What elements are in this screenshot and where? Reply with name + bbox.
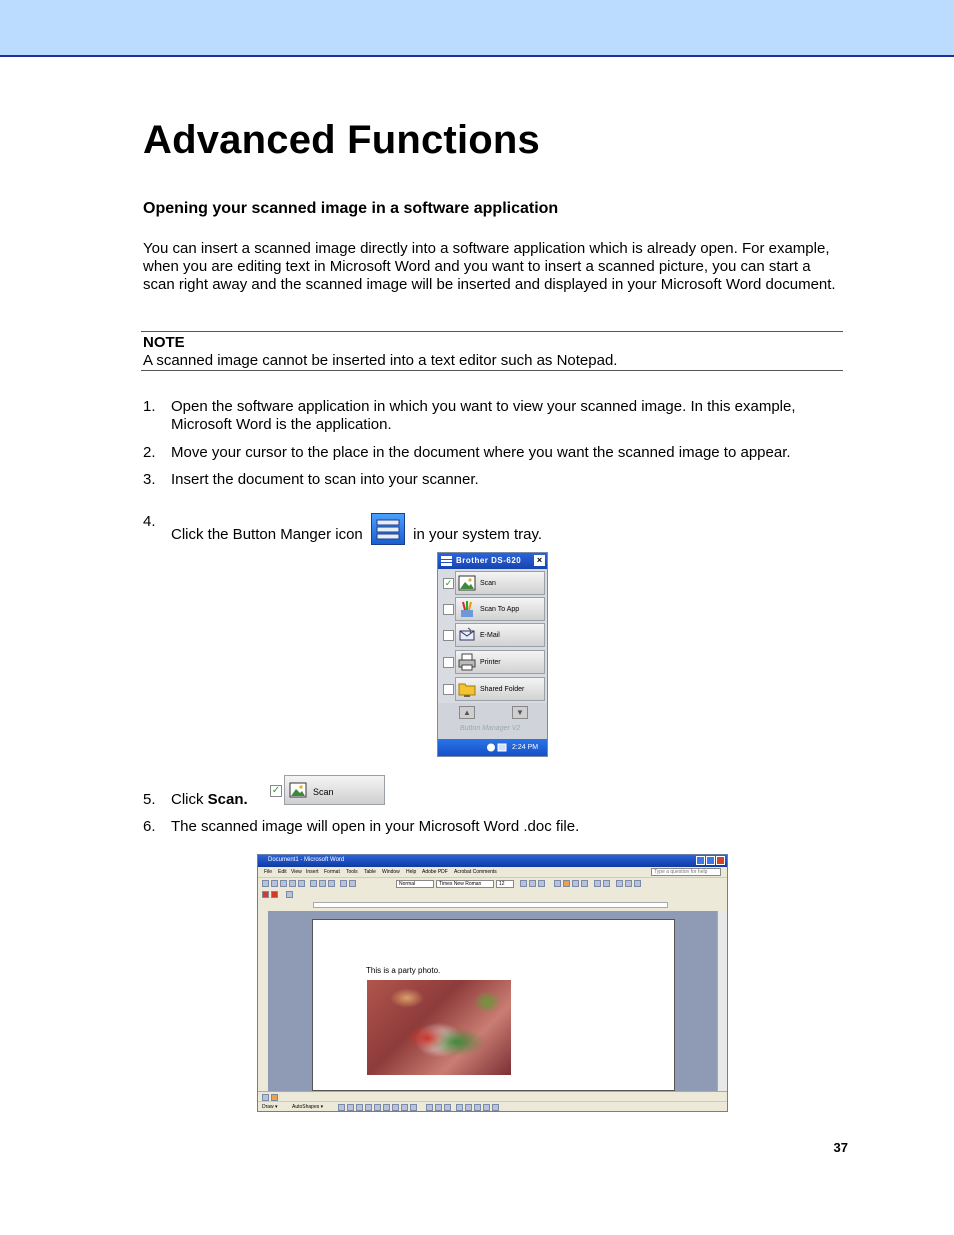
3d-icon[interactable] (492, 1104, 499, 1111)
step-text: Open the software application in which you want to view your scanned image. In this example, Microsoft Word is the application. (171, 398, 796, 433)
align-center-icon[interactable] (563, 880, 570, 887)
checkbox-email[interactable] (443, 630, 454, 641)
new-doc-icon[interactable] (262, 880, 269, 887)
align-right-icon[interactable] (572, 880, 579, 887)
highlight-icon[interactable] (625, 880, 632, 887)
paint-brush-icon (458, 600, 476, 618)
menu-edit[interactable]: Edit (278, 869, 287, 875)
step-text-after: in your system tray. (413, 526, 543, 543)
pdf-icon[interactable] (262, 891, 269, 898)
align-left-icon[interactable] (554, 880, 561, 887)
scan-button[interactable] (284, 775, 385, 805)
save-icon[interactable] (280, 880, 287, 887)
rectangle-icon[interactable] (356, 1104, 363, 1111)
menu-tools[interactable]: Tools (346, 869, 358, 875)
intro-paragraph: You can insert a scanned image directly into a software application which is already open. For example, when you are editing text in Microsoft Word and you want to insert a scanned picture, you can start a scan right away and the scanned image will be inserted and displayed in your Microsoft Word document. (143, 240, 836, 293)
menu-table[interactable]: Table (364, 869, 376, 875)
line-color-icon[interactable] (435, 1104, 442, 1111)
step-text (171, 513, 843, 545)
horizontal-ruler (258, 899, 727, 911)
border-icon[interactable] (616, 880, 623, 887)
bm-row-scan (438, 570, 547, 596)
autoshapes-menu[interactable]: AutoShapes ▾ (292, 1104, 324, 1110)
numbering-icon[interactable] (594, 880, 601, 887)
vertical-ruler (258, 911, 268, 1091)
menu-insert[interactable]: Insert (306, 869, 319, 875)
button-manager-panel (437, 552, 548, 757)
step-number: 2. (143, 444, 156, 461)
document-area (268, 911, 718, 1091)
style-select[interactable]: Normal (396, 880, 434, 888)
menu-window[interactable]: Window (382, 869, 400, 875)
document-text: This is a party photo. (366, 966, 441, 975)
note-title: NOTE (143, 334, 185, 351)
menu-adobe-pdf[interactable]: Adobe PDF (422, 869, 448, 875)
scan-label: Scan (313, 787, 334, 797)
image-icon (458, 574, 476, 592)
checkbox-scan-to-app[interactable] (443, 604, 454, 615)
step-text-before: Click (171, 791, 204, 808)
document-page[interactable] (312, 919, 675, 1091)
menu-file[interactable]: File (264, 869, 273, 875)
shared-folder-button[interactable] (455, 677, 545, 701)
button-manager-title: Brother DS-620 (456, 556, 522, 565)
note-text: A scanned image cannot be inserted into a text editor such as Notepad. (143, 352, 618, 369)
underline-icon[interactable] (538, 880, 545, 887)
shared-folder-label: Shared Folder (480, 686, 525, 693)
textbox-icon[interactable] (374, 1104, 381, 1111)
page-title: Advanced Functions (143, 118, 540, 162)
printer-icon (458, 653, 476, 671)
section-heading: Opening your scanned image in a software application (143, 200, 559, 217)
step-number: 6. (143, 818, 156, 835)
bm-row-printer (438, 649, 547, 675)
bm-row-shared-folder (438, 676, 547, 702)
drawing-toolbar (258, 1101, 727, 1112)
arrow-icon[interactable] (347, 1104, 354, 1111)
minimize-icon[interactable] (696, 856, 705, 865)
draw-menu[interactable]: Draw ▾ (262, 1104, 278, 1110)
menu-view[interactable]: View (291, 869, 302, 875)
word-title: Document1 - Microsoft Word (268, 857, 345, 863)
bm-row-scan-to-app (438, 596, 547, 622)
header-band (0, 0, 954, 57)
font-select[interactable]: Times New Roman (436, 880, 494, 888)
bullets-icon[interactable] (603, 880, 610, 887)
undo-icon[interactable] (340, 880, 347, 887)
window-controls (695, 856, 725, 867)
scan-to-app-button[interactable] (455, 597, 545, 621)
party-photo[interactable] (367, 980, 511, 1075)
pdf-email-icon[interactable] (271, 891, 278, 898)
step-number: 5. (143, 791, 156, 808)
diagram-icon[interactable] (392, 1104, 399, 1111)
tray-icons[interactable] (486, 742, 508, 753)
printer-label: Printer (480, 659, 501, 666)
printer-button[interactable] (455, 650, 545, 674)
note-box (141, 331, 843, 371)
scan-label: Scan (480, 580, 496, 587)
scan-button[interactable] (455, 571, 545, 595)
email-icon (458, 626, 476, 644)
scan-to-app-label: Scan To App (480, 606, 520, 613)
open-icon[interactable] (271, 880, 278, 887)
scroll-down-icon[interactable]: ▼ (512, 706, 528, 719)
preview-icon[interactable] (298, 880, 305, 887)
scroll-up-icon[interactable]: ▲ (459, 706, 475, 719)
step-text-before: Click the Button Manger icon (171, 526, 363, 543)
image-icon (289, 781, 307, 799)
help-search-input[interactable]: Type a question for help (651, 868, 721, 876)
font-color-icon[interactable] (634, 880, 641, 887)
picture-icon[interactable] (410, 1104, 417, 1111)
bm-row-email (438, 622, 547, 648)
close-icon[interactable]: × (534, 555, 545, 566)
step-number: 4. (143, 513, 156, 530)
step-text: The scanned image will open in your Microsoft Word .doc file. (171, 818, 580, 835)
folder-icon (458, 680, 476, 698)
step-text-bold: Scan. (207, 791, 248, 808)
word-pdf-toolbar (258, 889, 727, 899)
shadow-icon[interactable] (483, 1104, 490, 1111)
line-style-icon[interactable] (456, 1104, 463, 1111)
step-text: Move your cursor to the place in the document where you want the scanned image to appear. (171, 444, 791, 461)
step-number: 1. (143, 398, 156, 415)
step-text: Insert the document to scan into your scanner. (171, 471, 479, 488)
font-size-select[interactable]: 12 (496, 880, 514, 888)
system-tray (438, 739, 547, 756)
clipart-icon[interactable] (401, 1104, 408, 1111)
button-manager-icon (371, 513, 405, 545)
checkbox-shared-folder[interactable] (443, 684, 454, 695)
close-icon[interactable] (716, 856, 725, 865)
comment-icon[interactable] (286, 891, 293, 898)
scan-checkbox[interactable]: ✓ (271, 785, 281, 796)
dash-style-icon[interactable] (465, 1104, 472, 1111)
button-manager-footer (438, 703, 547, 739)
page-number: 37 (833, 1140, 848, 1155)
arrow-style-icon[interactable] (474, 1104, 481, 1111)
button-manager-titlebar (438, 553, 547, 569)
print-layout-icon[interactable] (271, 1094, 278, 1101)
email-button[interactable] (455, 623, 545, 647)
wordart-icon[interactable] (383, 1104, 390, 1111)
paste-icon[interactable] (328, 880, 335, 887)
step-number: 3. (143, 471, 156, 488)
menu-help[interactable]: Help (406, 869, 417, 875)
version-label: Button Manager V2 (460, 725, 521, 732)
ruler-scale (313, 902, 668, 908)
italic-icon[interactable] (529, 880, 536, 887)
text-color-icon[interactable] (444, 1104, 451, 1111)
word-window (257, 854, 728, 1112)
checkbox-printer[interactable] (443, 657, 454, 668)
oval-icon[interactable] (365, 1104, 372, 1111)
checkbox-scan[interactable]: ✓ (444, 578, 453, 588)
redo-icon[interactable] (349, 880, 356, 887)
menu-acrobat-comments[interactable]: Acrobat Comments (454, 869, 497, 875)
bold-icon[interactable] (520, 880, 527, 887)
normal-view-icon[interactable] (262, 1094, 269, 1101)
cut-icon[interactable] (310, 880, 317, 887)
menu-format[interactable]: Format (324, 869, 340, 875)
print-icon[interactable] (289, 880, 296, 887)
tray-clock: 2:24 PM (512, 744, 539, 751)
word-titlebar (258, 855, 727, 867)
fill-color-icon[interactable] (426, 1104, 433, 1111)
copy-icon[interactable] (319, 880, 326, 887)
word-menubar (258, 867, 727, 877)
scan-button-sample (266, 773, 386, 806)
button-manager-icon (441, 556, 452, 566)
maximize-icon[interactable] (706, 856, 715, 865)
email-label: E-Mail (480, 632, 500, 639)
justify-icon[interactable] (581, 880, 588, 887)
line-icon[interactable] (338, 1104, 345, 1111)
vertical-scrollbar[interactable] (717, 911, 727, 1091)
